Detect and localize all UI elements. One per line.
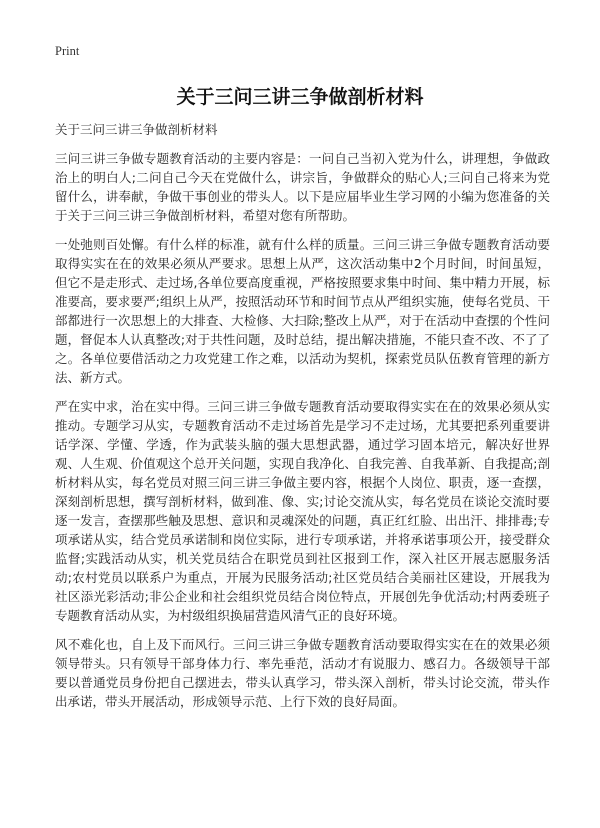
paragraph-practical: 严在实中求，治在实中得。三问三讲三争做专题教育活动要取得实实在在的效果必须从实推动。专题学习从实，专题教育活动不走过场首先是学习不走过场，尤其要把系列重要讲话学深、学懂、学透，作为武装头脑的强大思想武器，通过学习固本培元，解决好世界观、人生观、价值观这个总开关问题，实现自我净化、自我完善、自我革新、自我提高;剖析材料从实，每名党员对照三问三讲三争做主要内容，根据个人岗位、职责，逐一查摆，深刻剖析思想，撰写剖析材料，做到准、像、实;讨论交流从实，每名党员在谈论交流时要逐一发言，查摆那些触及思想、意识和灵魂深处的问题，真正红红脸、出出汗、排排毒;专项承诺从实，结合党员承诺制和岗位实际，进行专项承诺，并将承诺事项公开，接受群众监督;实践活动从实，机关党员结合在职党员到社区报到工作，深入社区开展志愿服务活动;农村党员以联系户为重点，开展为民服务活动;社区党员结合美丽社区建设，开展我为社区添光彩活动;非公企业和社会组织党员结合岗位特点，开展创先争优活动;村两委班子专题教育活动从实，为村级组织换届营造风清气正的良好环境。 [55, 399, 550, 623]
article-body [55, 149, 550, 721]
paragraph-strict: 一处弛则百处懈。有什么样的标准，就有什么样的质量。三问三讲三争做专题教育活动要取得实实在在的效果必须从严要求。思想上从严，这次活动集中2个月时间，时间虽短，但它不是走形式、走过场,各单位要高度重视，严格按照要求集中时间、集中精力开展，标准要高，要求要严;组织上从严，按照活动环节和时间节点从严组织实施，使每名党员、干部都进行一次思想上的大排查、大检修、大扫除;整改上从严，对于在活动中查摆的个性问题，督促本人认真整改;对于共性问题，及时总结，提出解决措施，不能只查不改、不了了之。各单位要借活动之力攻党建工作之难，以活动为契机，探索党员队伍教育管理的新方法、新方式。 [55, 237, 550, 385]
print-link[interactable]: Print [55, 44, 80, 58]
paragraph-leadership: 风不难化也，自上及下而风行。三问三讲三争做专题教育活动要取得实实在在的效果必须领导带头。只有领导干部身体力行、率先垂范，活动才有说服力、感召力。各级领导干部要以普通党员身份把自己摆进去，带头认真学习，带头深入剖析，带头讨论交流，带头作出承诺，带头开展活动，形成领导示范、上行下效的良好局面。 [55, 637, 550, 709]
paragraph-intro: 三问三讲三争做专题教育活动的主要内容是：一问自己当初入党为什么，讲理想，争做政治上的明白人;二问自己今天在党做什么，讲宗旨，争做群众的贴心人;三问自己将来为党留什么，讲奉献，争做干事创业的带头人。以下是应届毕业生学习网的小编为您准备的关于关于三问三讲三争做剖析材料，希望对您有所帮助。 [55, 151, 550, 223]
page-title: 关于三问三讲三争做剖析材料 [176, 86, 424, 108]
article-subtitle: 关于三问三讲三争做剖析材料 [55, 122, 218, 137]
